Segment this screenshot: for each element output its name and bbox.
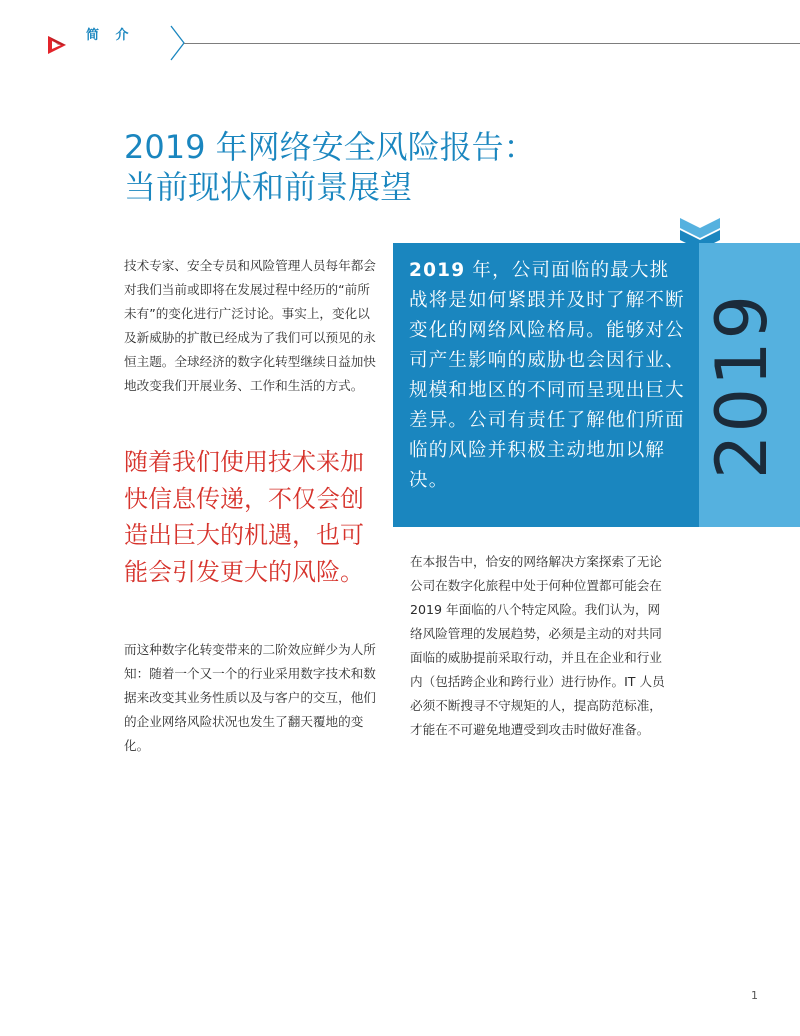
callout-text xyxy=(409,256,689,496)
title-line-2: 当前现状和前景展望 xyxy=(124,168,413,206)
title-line-1: 2019 年网络安全风险报告： xyxy=(124,128,536,166)
second-paragraph: 而这种数字化转变带来的二阶效应鲜少为人所知：随着一个又一个的行业采用数字技术和数据来改变其业务性质以及与客户的交互，他们的企业网络风险状况也发生了翻天覆地的变化。 xyxy=(124,642,376,753)
header-divider xyxy=(184,43,800,44)
page-title xyxy=(124,127,684,207)
logo-icon xyxy=(46,34,68,56)
section-label: 简 介 xyxy=(86,28,135,43)
callout-body: 年，公司面临的最大挑战将是如何紧跟并及时了解不断变化的网络风险格局。能够对公司产生影响的威胁也会因行业、规模和地区的不同而呈现出巨大差异。公司有责任了解他们所面临的风险并积极主动地加以解决。 xyxy=(409,260,685,491)
pull-quote: 随着我们使用技术来加快信息传递，不仅会创造出巨大的机遇，也可能会引发更大的风险。 xyxy=(124,448,364,586)
right-paragraph: 在本报告中，恰安的网络解决方案探索了无论公司在数字化旅程中处于何种位置都可能会在 2019 年面临的八个特定风险。我们认为，网络风险管理的发展趋势，必须是主动的对共同面临的威胁提前采取行动，并且在企业和行业内（包括跨企业和跨行业）进行协作。IT 人员必须不断搜寻不守规矩的人，提高防范标准，才能在不可避免地遭受到攻击时做好准备。 xyxy=(410,554,665,737)
page-number: 1 xyxy=(751,989,758,1002)
year-vertical: 2019 xyxy=(701,292,783,480)
intro-paragraph: 技术专家、安全专员和风险管理人员每年都会对我们当前或即将在发展过程中经历的“前所未有”的变化进行广泛讨论。事实上，变化以及新威胁的扩散已经成为了我们可以预见的永恒主题。全球经济的数字化转型继续日益加快地改变我们开展业务、工作和生活的方式。 xyxy=(124,258,376,393)
callout-year: 2019 xyxy=(409,260,466,281)
